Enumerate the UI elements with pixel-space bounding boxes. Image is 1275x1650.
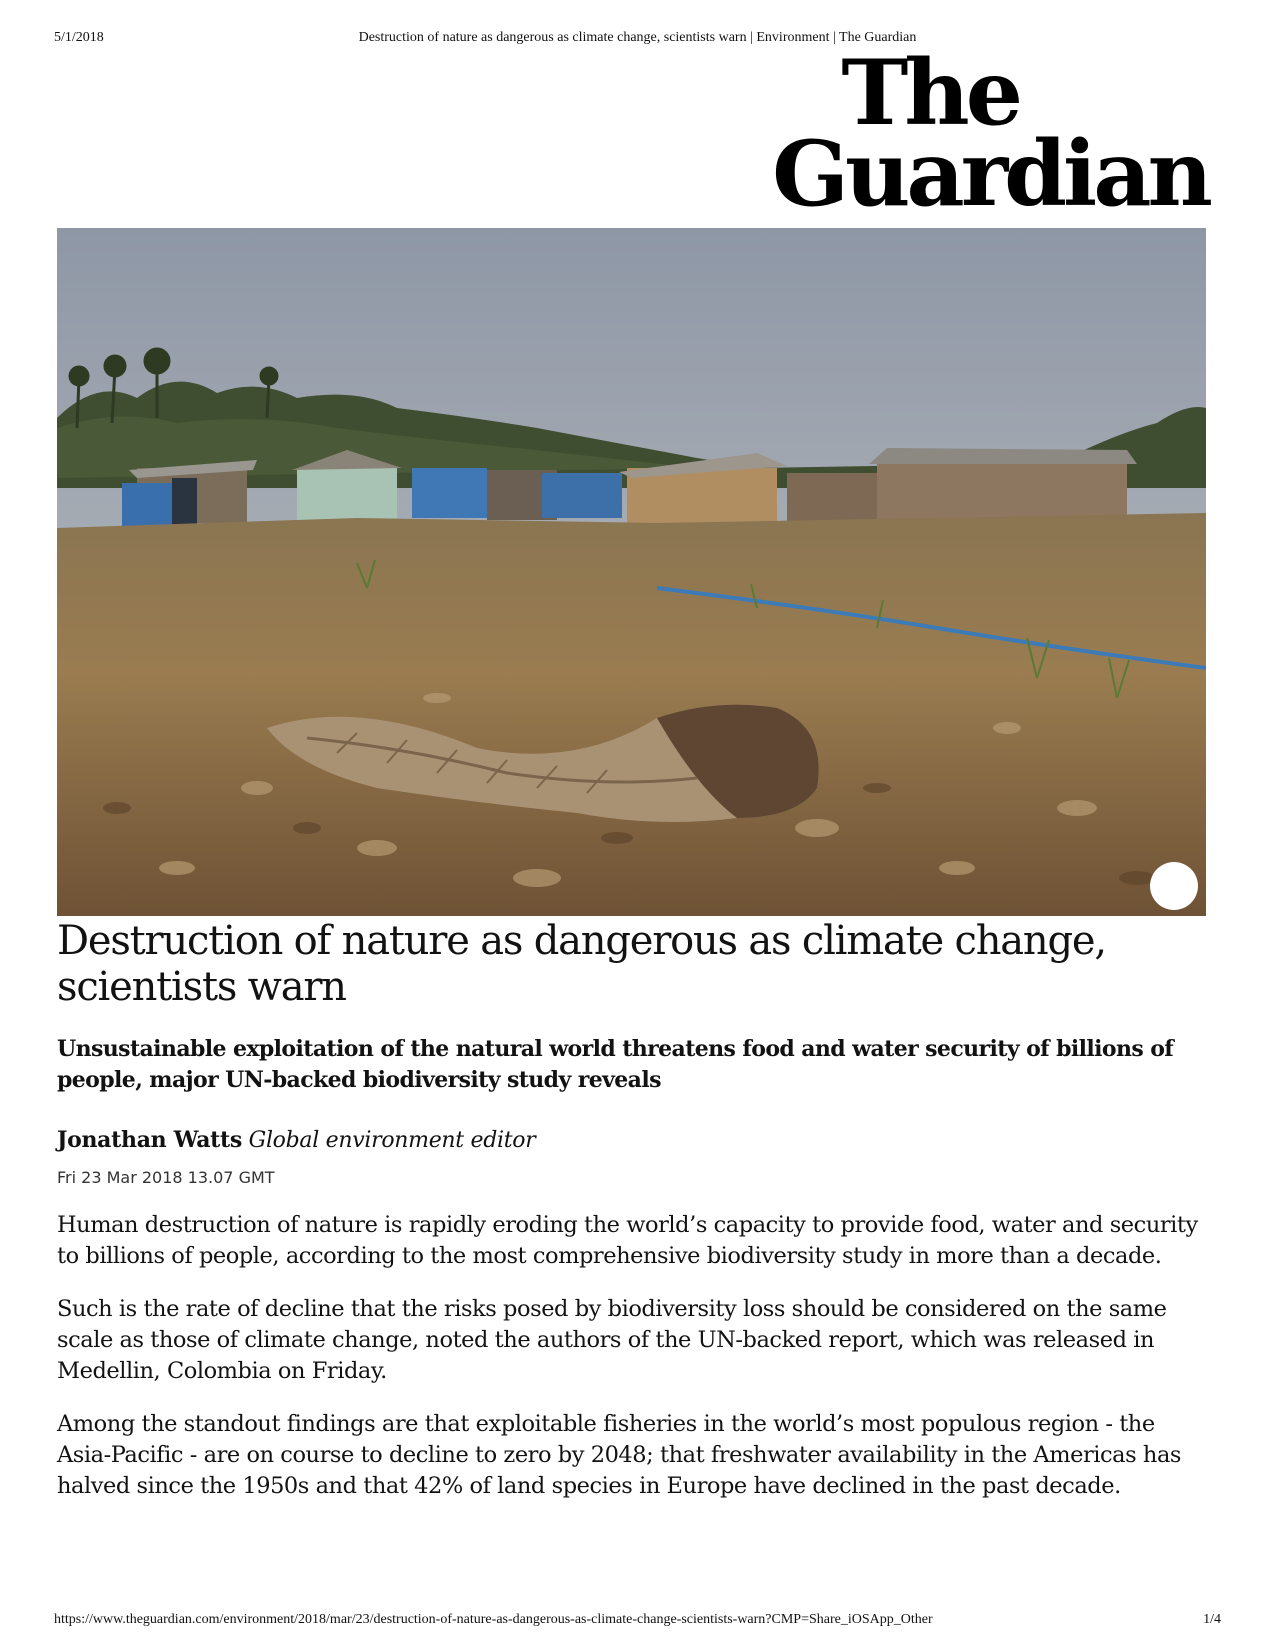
page-number: 1/4 [1203,1612,1221,1627]
article-body [57,1210,1207,1524]
logo-line-2: Guardian [772,121,1209,227]
hero-image [57,228,1206,916]
author-role: Global environment editor [248,1128,536,1153]
logo-line-1: The [841,40,1019,146]
author-link[interactable]: Jonathan Watts [57,1127,242,1153]
article-headline [57,918,1177,1010]
publish-date: Fri 23 Mar 2018 13.07 GMT [57,1168,275,1187]
body-paragraph: Such is the rate of decline that the risks posed by biodiversity loss should be considered on the same scale as those of climate change, noted the authors of the UN-backed report, which was released in Medellin, Colombia on Friday. [57,1296,1167,1384]
headline-line-1: Destruction of nature as dangerous as climate change, [57,918,1106,964]
print-header [0,30,1275,50]
guardian-logo[interactable] [649,40,1209,227]
body-paragraph: Among the standout findings are that exploitable fisheries in the world’s most populous region - the Asia-Pacific - are on course to decline to zero by 2048; that freshwater availability in the Americas has halved since the 1950s and that 42% of land species in Europe have declined in the past decade. [57,1411,1182,1499]
article-standfirst: Unsustainable exploitation of the natural world threatens food and water security of billions of people, major UN-backed biodiversity study reveals [57,1036,1174,1093]
dry-riverbed-photo [57,228,1206,916]
print-footer [0,1612,1275,1632]
page-url[interactable]: https://www.theguardian.com/environment/2018/mar/23/destruction-of-nature-as-dangerous-as-climate-change-scientists-warn?CMP=Share_iOSApp_Other [54,1612,933,1627]
print-date: 5/1/2018 [54,30,104,45]
headline-line-2: scientists warn [57,964,346,1010]
print-page-title: Destruction of nature as dangerous as climate change, scientists warn | Environment | The Guardian [358,30,917,45]
body-paragraph: Human destruction of nature is rapidly eroding the world’s capacity to provide food, water and security to billions of people, according to the most comprehensive biodiversity study in more than a decade. [57,1212,1198,1269]
byline [57,1126,535,1155]
expand-image-button[interactable] [1150,862,1198,910]
